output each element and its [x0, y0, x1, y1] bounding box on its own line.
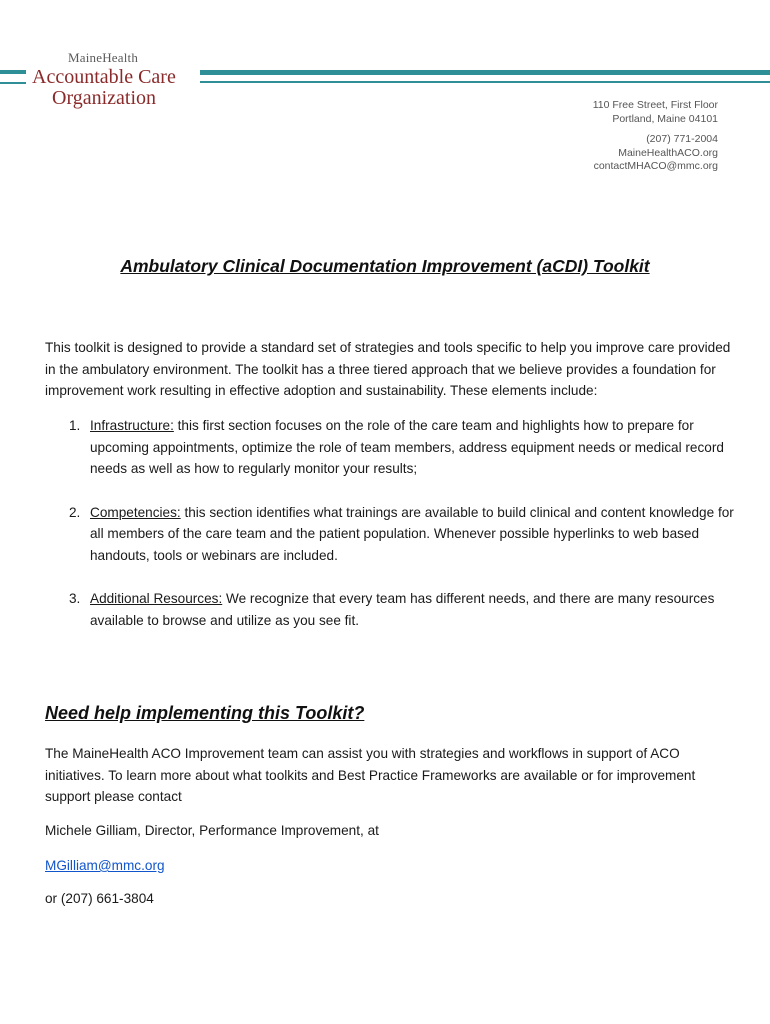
help-heading: Need help implementing this Toolkit?: [45, 703, 365, 723]
address-website: MaineHealthACO.org: [618, 146, 718, 159]
intro-paragraph: This toolkit is designed to provide a standard set of strategies and tools specific to help you improve care provided in the ambulatory environment. The toolkit has a three tiered approach that we believe provides a foundation for improvement work resulting in effective adoption and sustainability. These elements include:: [45, 340, 731, 398]
header-bar-left: [0, 70, 26, 74]
header-bar-right: [200, 70, 770, 75]
address-city: Portland, Maine 04101: [612, 112, 718, 125]
logo-line1: Accountable Care: [32, 66, 176, 88]
list-number: 1.: [69, 418, 81, 433]
list-text: this first section focuses on the role of the care team and highlights how to prepare for upcoming appointments, optimize the role of team members, address equipment needs or medical record needs as well as how to regularly monitor your results;: [90, 418, 724, 476]
list-number: 3.: [69, 591, 81, 606]
logo-line2: Organization: [52, 87, 157, 109]
list-term: Additional Resources:: [90, 591, 223, 606]
contact-email-link[interactable]: MGilliam@mmc.org: [45, 858, 165, 873]
address-email: contactMHACO@mmc.org: [593, 160, 718, 172]
list-term: Competencies:: [90, 504, 181, 520]
header-bar-left-thin: [0, 82, 26, 84]
contact-line: Michele Gilliam, Director, Performance Improvement, at: [45, 823, 379, 838]
address-block: [593, 99, 718, 174]
logo-top-text: MaineHealth: [68, 50, 139, 65]
list-term: Infrastructure:: [90, 418, 174, 433]
header-bar-right-thin: [200, 81, 770, 83]
help-paragraph: The MaineHealth ACO Improvement team can assist you with strategies and workflows in support of ACO initiatives. To learn more about what toolkits and Best Practice Frameworks are available or for improvement support please contact: [45, 746, 696, 804]
address-phone: (207) 771-2004: [646, 133, 718, 145]
contact-phone: or (207) 661-3804: [45, 891, 154, 906]
list-item: [45, 502, 735, 567]
address-street: 110 Free Street, First Floor: [592, 99, 718, 111]
elements-list: [45, 415, 735, 631]
list-text: We recognize that every team has different needs, and there are many resources available to browse and utilize as you see fit.: [90, 591, 715, 628]
list-item: [45, 588, 735, 631]
list-item: [45, 415, 735, 480]
aco-logo: [32, 50, 192, 109]
list-number: 2.: [69, 504, 81, 520]
document-title: Ambulatory Clinical Documentation Improvement (aCDI) Toolkit: [120, 256, 650, 276]
list-text: this section identifies what trainings are available to build clinical and content knowledge for all members of the care team and the patient population. Whenever possible hyperlinks to web based handouts, tools or webinars are included.: [90, 504, 734, 563]
